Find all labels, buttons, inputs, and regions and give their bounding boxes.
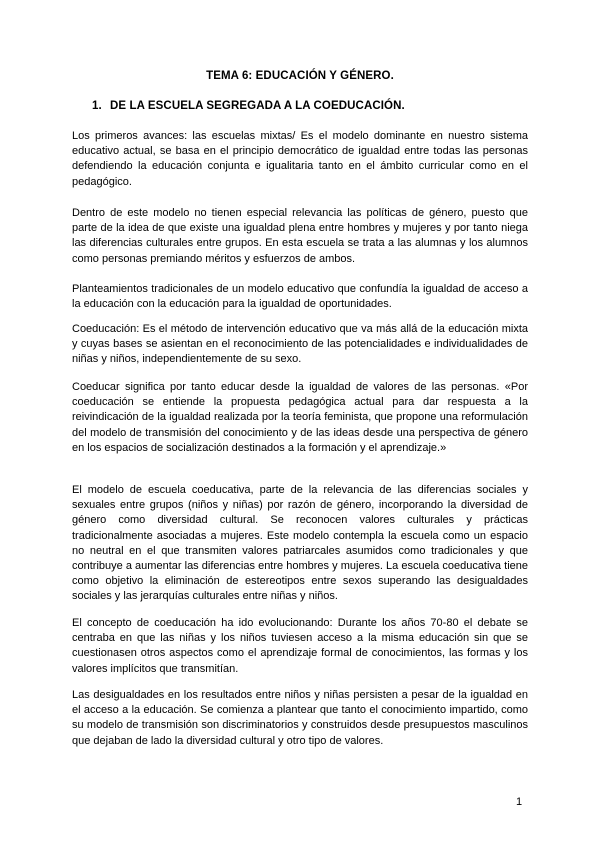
paragraph-6: El modelo de escuela coeducativa, parte de la relevancia de las diferencias sociales y sexuales entre grupos (niños y niñas) por razón de género, incorporando la diversidad de género como diversidad cultural. Se reconocen valores culturales y prácticas tradicionalmente asociadas a mujeres. Este modelo contempla la escuela como un espacio no neutral en el que transmiten valores patriarcales asumidos como tradicionales y que contribuye a aumentar las diferencias entre hombres y mujeres. La escuela coeducativa tiene como objetivo la eliminación de estereotipos entre sexos superando las desigualdades sociales y las jerarquías culturales entre niñas y niños. [72, 484, 528, 603]
page-number: 1 [516, 796, 523, 808]
section-title: DE LA ESCUELA SEGREGADA A LA COEDUCACIÓN. [110, 100, 405, 112]
document-title: TEMA 6: EDUCACIÓN Y GÉNERO. [206, 70, 394, 82]
paragraph-2: Dentro de este modelo no tienen especial relevancia las políticas de género, puesto que parte de la idea de que existe una igualdad plena entre hombres y mujeres y por tanto niega las diferencias culturales entre grupos. En esta escuela se trata a las alumnas y los alumnos como personas premiando méritos y esfuerzos de ambos. [72, 207, 528, 265]
paragraph-4: Coeducación: Es el método de intervención educativo que va más allá de la educación mixta y cuyas bases se asientan en el reconocimiento de las potencialidades e individualidades de niñas y niños, independientemente de su sexo. [72, 323, 528, 366]
section-number: 1. [92, 100, 102, 112]
paragraph-5: Coeducar significa por tanto educar desde la igualdad de valores de las personas. «Por coeducación se entiende la propuesta pedagógica actual para dar respuesta a la reivindicación de la igualdad realizada por la teoría feminista, que propone una reformulación del modelo de transmisión del conocimiento y de las ideas desde una perspectiva de género en los espacios de socialización destinados a la formación y el aprendizaje.» [72, 381, 528, 454]
paragraph-1: Los primeros avances: las escuelas mixtas/ Es el modelo dominante en nuestro sistema educativo actual, se basa en el principio democrático de igualdad entre todas las personas defendiendo la educación conjunta e igualitaria tanto en el ámbito curricular como en el pedagógico. [72, 130, 528, 188]
paragraph-3: Planteamientos tradicionales de un modelo educativo que confundía la igualdad de acceso a la educación con la educación para la igualdad de oportunidades. [72, 283, 528, 311]
section-heading [92, 100, 405, 112]
paragraph-7: El concepto de coeducación ha ido evolucionando: Durante los años 70-80 el debate se centraba en que las niñas y los niños tuviesen acceso a la misma educación sin que se cuestionasen otros aspectos como el aprendizaje formal de conocimientos, las formas y los valores implícitos que transmitían. [72, 617, 528, 675]
paragraph-8: Las desigualdades en los resultados entre niños y niñas persisten a pesar de la igualdad en el acceso a la educación. Se comienza a plantear que tanto el conocimiento impartido, como su modelo de transmisión son discriminatorios y construidos desde presupuestos masculinos que dejaban de lado la diversidad cultural y otro tipo de valores. [72, 689, 528, 747]
